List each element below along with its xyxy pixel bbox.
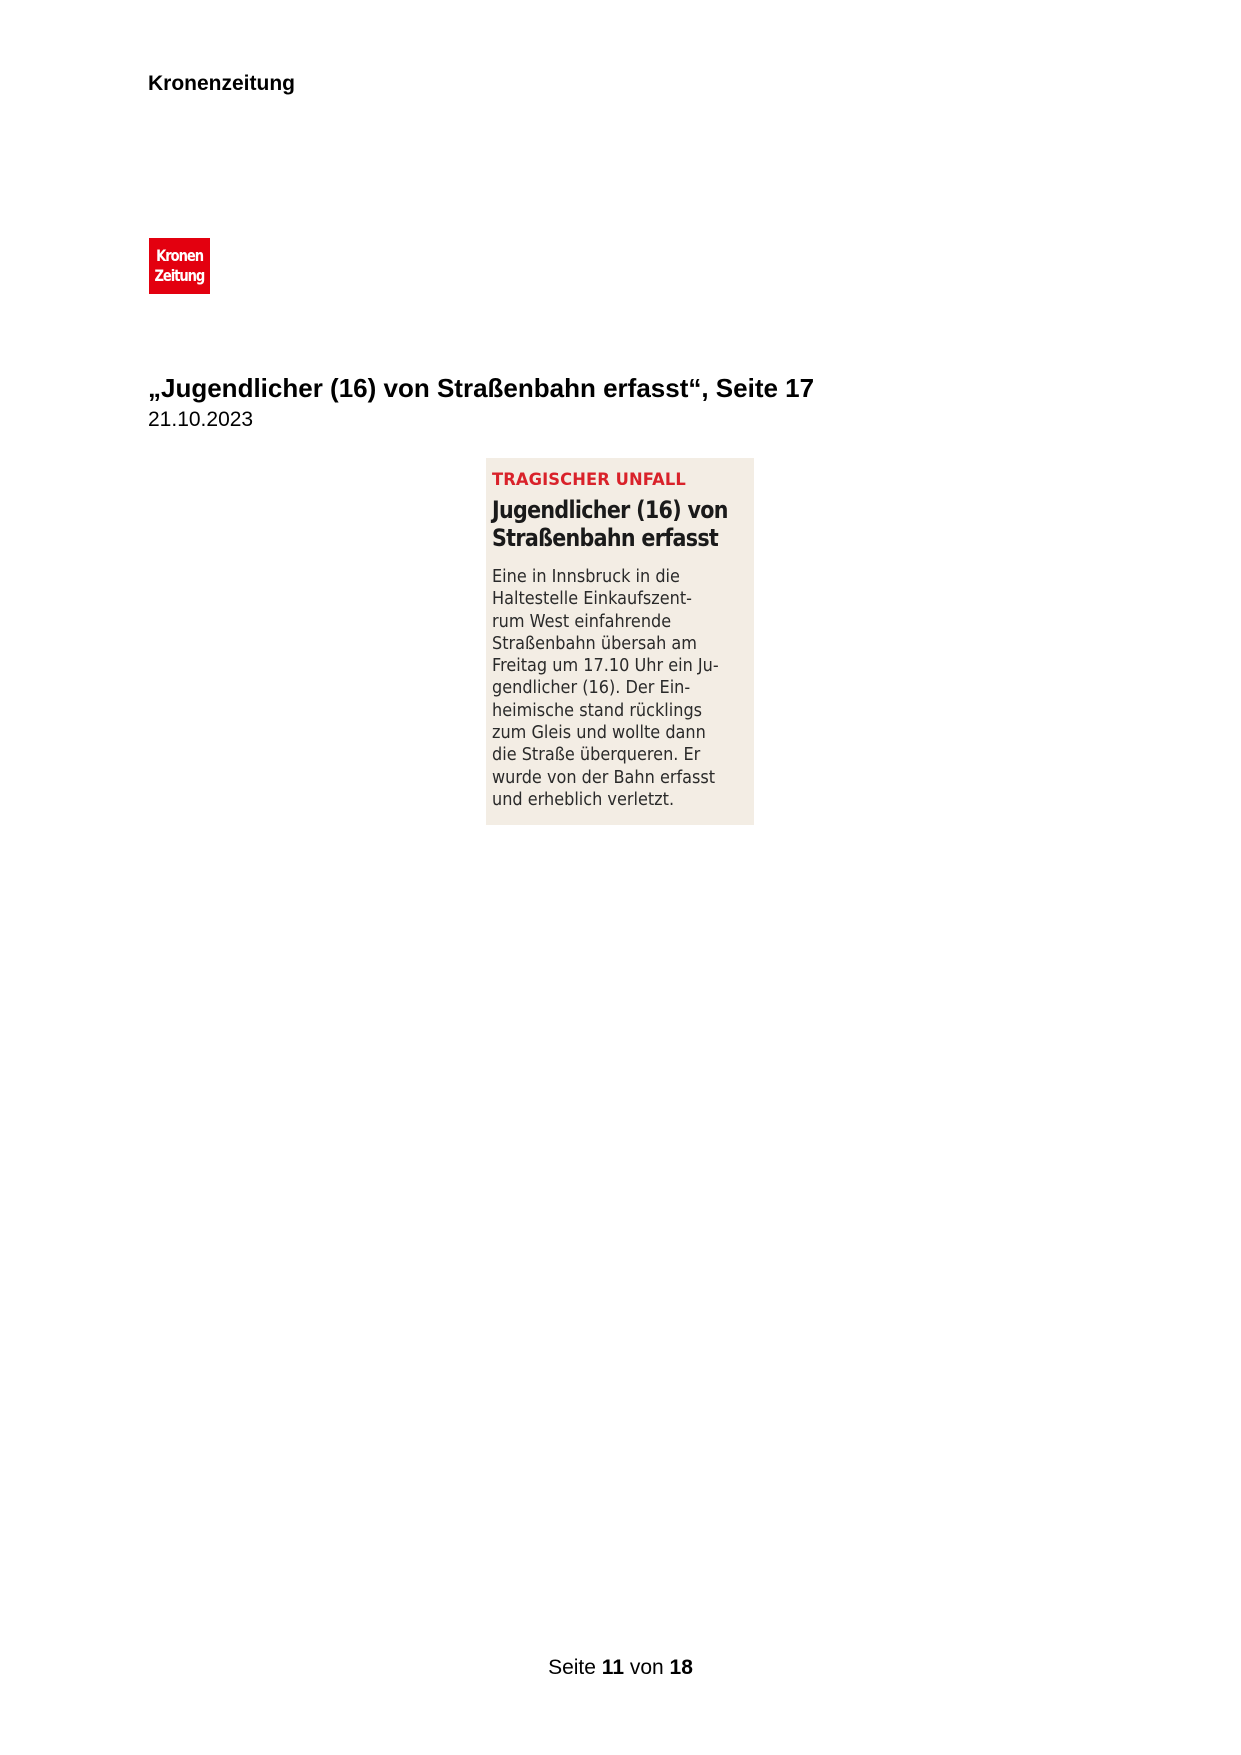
clipping-body-line: Haltestelle Einkaufszent- xyxy=(492,589,692,610)
clipping-body-line: Straßenbahn übersah am xyxy=(492,633,697,654)
clipping-body-line: und erheblich verletzt. xyxy=(492,789,675,810)
logo-line-1: Kronen xyxy=(156,246,203,265)
logo-line-2: Zeitung xyxy=(154,266,205,285)
clipping-headline xyxy=(492,496,728,552)
clipping-headline-line: Jugendlicher (16) von xyxy=(492,496,728,524)
newspaper-clipping xyxy=(486,458,754,825)
footer-separator: von xyxy=(629,1656,664,1679)
clipping-body-line: Eine in Innsbruck in die xyxy=(492,567,680,587)
clipping-body-line: heimische stand rücklings xyxy=(492,700,703,721)
clipping-body-line: rum West einfahrende xyxy=(492,611,672,632)
footer-total-pages: 18 xyxy=(669,1656,693,1679)
clipping-body xyxy=(492,566,748,811)
footer-prefix: Seite xyxy=(548,1656,596,1679)
clipping-body-line: die Straße überqueren. Er xyxy=(492,745,701,766)
article-heading: „Jugendlicher (16) von Straßenbahn erfasst“, Seite 17 xyxy=(148,373,815,403)
publication-name: Kronenzeitung xyxy=(148,72,295,95)
article-date: 21.10.2023 xyxy=(148,408,254,431)
clipping-body-line: wurde von der Bahn erfasst xyxy=(492,767,716,788)
clipping-body-line: gendlicher (16). Der Ein- xyxy=(492,678,691,699)
clipping-kicker: TRAGISCHER UNFALL xyxy=(492,470,686,490)
clipping-headline-line: Straßenbahn erfasst xyxy=(492,524,719,552)
footer-current-page: 11 xyxy=(601,1656,624,1679)
page-number-footer xyxy=(0,1656,1241,1680)
kronen-zeitung-logo xyxy=(149,238,210,294)
clipping-body-line: zum Gleis und wollte dann xyxy=(492,723,706,744)
clipping-body-line: Freitag um 17.10 Uhr ein Ju- xyxy=(492,656,719,677)
